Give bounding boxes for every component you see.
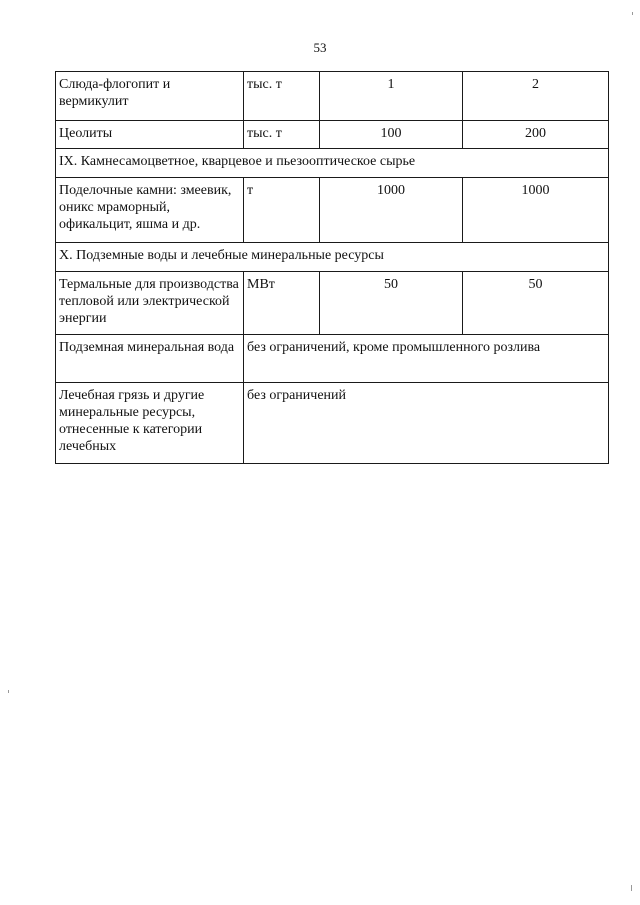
value-1-cell: 1000 xyxy=(320,178,463,243)
unit-cell: МВт xyxy=(244,272,320,335)
resource-name-cell: Слюда-флогопит и вермикулит xyxy=(56,72,244,121)
section-heading: X. Подземные воды и лечебные минеральные ресурсы xyxy=(56,243,609,272)
value-2-cell: 2 xyxy=(463,72,609,121)
section-heading: IX. Камнесамоцветное, кварцевое и пьезооптическое сырье xyxy=(56,149,609,178)
value-2-cell: 1000 xyxy=(463,178,609,243)
unit-cell: т xyxy=(244,178,320,243)
value-1-cell: 100 xyxy=(320,121,463,149)
note-cell: без ограничений, кроме промышленного розлива xyxy=(244,335,609,383)
page-number: 53 xyxy=(313,40,327,55)
scan-speck xyxy=(632,12,633,15)
table-row xyxy=(56,335,609,383)
value-1-cell: 1 xyxy=(320,72,463,121)
value-2-cell: 200 xyxy=(463,121,609,149)
section-header-row xyxy=(56,149,609,178)
resource-name-cell: Термальные для производства тепловой или электрической энергии xyxy=(56,272,244,335)
resource-name-cell: Подземная минеральная вода xyxy=(56,335,244,383)
resource-name-cell: Лечебная грязь и другие минеральные ресурсы, отнесенные к категории лечебных xyxy=(56,383,244,464)
resource-name-cell: Цеолиты xyxy=(56,121,244,149)
value-2-cell: 50 xyxy=(463,272,609,335)
unit-cell: тыс. т xyxy=(244,121,320,149)
note-cell: без ограничений xyxy=(244,383,609,464)
resource-name-cell: Поделочные камни: змеевик, оникс мраморный, офикальцит, яшма и др. xyxy=(56,178,244,243)
scan-speck xyxy=(8,690,9,693)
resource-limits-table xyxy=(55,71,609,464)
unit-cell: тыс. т xyxy=(244,72,320,121)
table-row xyxy=(56,121,609,149)
table-row xyxy=(56,178,609,243)
section-header-row xyxy=(56,243,609,272)
scan-speck xyxy=(631,885,632,891)
table-row xyxy=(56,383,609,464)
table-row xyxy=(56,272,609,335)
table-row xyxy=(56,72,609,121)
value-1-cell: 50 xyxy=(320,272,463,335)
